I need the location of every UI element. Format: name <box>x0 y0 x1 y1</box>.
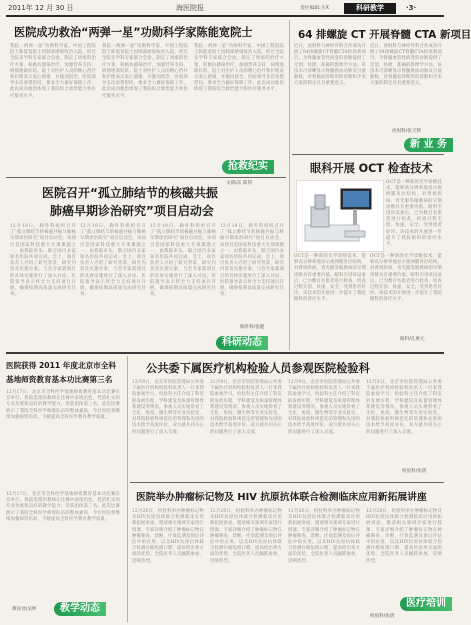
tag-research-news: 科研动态 <box>216 336 268 350</box>
separator-right-column-1 <box>292 154 444 155</box>
body-hiv-lecture-col4: 12月20日，检验科举办肿瘤标记物及HIV抗原抗体联合检测临床应用新拓展讲座，邀请相关领域专家进行授课。专家详细介绍了肿瘤标记物在肿瘤筛查、诊断、疗效监测及预后评估中的应用，以及HIV抗原抗体联合检测在缩短窗口期、提高检出率方面的优势。全院医务人员踊跃参加，反响热烈。 <box>366 509 442 564</box>
masthead-paper-name: 海医院报 <box>176 4 204 12</box>
body-academician-rescue-col3: 我院一两弹一星”功勋科学家、中国工程院院士陈能宽院士因肺部感染收治入院。经过全院多学科专家联合会诊，制定了周密的治疗方案，积极抗感染治疗，加强营养支持，病情逐渐好转。院士对医护人员的精心治疗和护理表示衷心感谢，并题词留念。医院领导多次看望慰问，要求全力做好保障工作。此次成功救治体现了我院综合救治能力和医疗服务水平。 <box>194 44 284 93</box>
body-ophthalmology-oct-col1: OCT是一种新的光学诊断技术，能够高分辨率地显示视网膜各层结构，对黄斑疾病、青光眼等眼底病的早期诊断具有重要价值。眼科引进该设备后，已为数百名患者进行检查，检查过程无创、快速、安全，受到患者好评。该技术的开展进一步提升了我院眼科的诊疗水平。 <box>386 180 442 248</box>
headline-award-line1: 医院获得 2011 年度北京市全科 <box>6 361 116 370</box>
headline-lung-nodule-line2: 肺癌早期诊治研究”项目启动会 <box>50 204 214 218</box>
body-lab-visit-col1: 12月9日，北京市医院管理局公共委下属医疗机构检验科负责人一行来我院参观学习。检验科主任介绍了科室的发展历程、学科建设及质量管理体系建设等情况。参观人员实地察看了生化、免疫、微生物等专业实验室，对我院检验科规范化的管理和先进的技术给予高度评价，双方就共同关心的问题进行了深入交流。 <box>132 380 204 435</box>
body-hiv-lecture-col1: 12月20日，检验科举办肿瘤标记物及HIV抗原抗体联合检测临床应用新拓展讲座，邀请相关领域专家进行授课。专家详细介绍了肿瘤标记物在肿瘤筛查、诊断、疗效监测及预后评估中的应用，以及HIV抗原抗体联合检测在缩短窗口期、提高检出率方面的优势。全院医务人员踊跃参加，反响热烈。 <box>132 509 204 564</box>
headline-ophthalmology-oct: 眼科开展 OCT 检查技术 <box>310 162 433 175</box>
credit-award: 教育处/吴婷 <box>12 607 37 612</box>
masthead-date: 2011年 12 月 30 日 <box>8 4 74 12</box>
article-spinal-cta <box>292 20 471 152</box>
article-ophthalmology-oct <box>292 158 444 350</box>
body-lab-visit-col2: 12月9日，北京市医院管理局公共委下属医疗机构检验科负责人一行来我院参观学习。检验科主任介绍了科室的发展历程、学科建设及质量管理体系建设等情况。参观人员实地察看了生化、免疫、微生物等专业实验室，对我院检验科规范化的管理和先进的技术给予高度评价，双方就共同关心的问题进行了深入交流。 <box>210 380 282 435</box>
article-lab-visit <box>130 356 444 482</box>
body-academician-rescue-col1: 我院一两弹一星”功勋科学家、中国工程院院士陈能宽院士因肺部感染收治入院。经过全院多学科专家联合会诊，制定了周密的治疗方案，积极抗感染治疗，加强营养支持，病情逐渐好转。院士对医护人员的精心治疗和护理表示衷心感谢，并题词留念。医院领导多次看望慰问，要求全力做好保障工作。此次成功救治体现了我院综合救治能力和医疗服务水平。 <box>10 44 96 99</box>
body-ophthalmology-oct-col2: OCT是一种新的光学诊断技术，能够高分辨率地显示视网膜各层结构，对黄斑疾病、青光眼等眼底病的早期诊断具有重要价值。眼科引进该设备后，已为数百名患者进行检查，检查过程无创、快速、安全，受到患者好评。该技术的开展进一步提升了我院眼科的诊疗水平。 <box>294 254 366 303</box>
body-hiv-lecture-col3: 12月20日，检验科举办肿瘤标记物及HIV抗原抗体联合检测临床应用新拓展讲座，邀请相关领域专家进行授课。专家详细介绍了肿瘤标记物在肿瘤筛查、诊断、疗效监测及预后评估中的应用，以及HIV抗原抗体联合检测在缩短窗口期、提高检出率方面的优势。全院医务人员踊跃参加，反响热烈。 <box>288 509 360 564</box>
body-spinal-cta-col1: 近日，放射科与神经外科合作成功开展了64排螺旋CT脊髓CTA检查新项目，为脊髓血管性病变的诊断提供了无创、快捷、准确的影像学方法。该技术可清晰显示脊髓供血动脉及引流静脉，对脊髓血管畸形的诊断和手术方案的制定具有重要意义。 <box>294 44 366 87</box>
credit-lab-visit: 检验科/张倩 <box>402 469 427 474</box>
credit-spinal-cta: 放射科/张天辉 <box>392 129 422 134</box>
separator-bottom-vertical <box>127 356 128 622</box>
tag-rescue-record: 抢救纪实 <box>222 160 274 174</box>
article-general-practice-award <box>6 356 124 620</box>
oct-device-icon <box>297 181 383 251</box>
headline-hiv-lecture: 医院举办肿瘤标记物及 HIV 抗原抗体联合检测临床应用新拓展讲座 <box>136 492 427 503</box>
separator-bottom-right <box>130 482 444 483</box>
body-lung-nodule-col3: 12月19日，胸外科组织召开了“孤立肺结节的核磁共振与肺癌早期诊治研究”项目启动会。该项目是国家科技重大专项课题之一，由我院牵头，联合国内多家知名医院共同完成。会上，项目负责人介绍了研究背景、研究内容及实施方案，与会专家就项目的具体实施进行了深入讨论。医院领导表示将全力支持项目开展，确保按期高质量完成研究任务。 <box>150 224 216 298</box>
separator-left-1 <box>6 177 286 178</box>
headline-award-line2: 基地师资教育基本功比赛第三名 <box>6 375 113 384</box>
separator-top-vertical <box>289 20 290 350</box>
credit-hiv-lecture: 检验科/张倩 <box>370 614 395 619</box>
masthead-editor: 责任编辑:王X <box>300 6 329 11</box>
body-lab-visit-col3: 12月9日，北京市医院管理局公共委下属医疗机构检验科负责人一行来我院参观学习。检验科主任介绍了科室的发展历程、学科建设及质量管理体系建设等情况。参观人员实地察看了生化、免疫、微生物等专业实验室，对我院检验科规范化的管理和先进的技术给予高度评价，双方就共同关心的问题进行了深入交流。 <box>288 380 360 435</box>
body-ophthalmology-oct-col3: OCT是一种新的光学诊断技术，能够高分辨率地显示视网膜各层结构，对黄斑疾病、青光眼等眼底病的早期诊断具有重要价值。眼科引进该设备后，已为数百名患者进行检查，检查过程无创、快速、安全，受到患者好评。该技术的开展进一步提升了我院眼科的诊疗水平。 <box>370 254 442 303</box>
credit-ophthalmology-oct: 眼科/孔惠元 <box>400 337 425 342</box>
headline-lung-nodule-line1: 医院召开“孤立肺结节的核磁共振 <box>42 186 218 200</box>
body-hiv-lecture-col2: 12月20日，检验科举办肿瘤标记物及HIV抗原抗体联合检测临床应用新拓展讲座，邀请相关领域专家进行授课。专家详细介绍了肿瘤标记物在肿瘤筛查、诊断、疗效监测及预后评估中的应用，以及HIV抗原抗体联合检测在缩短窗口期、提高检出率方面的优势。全院医务人员踊跃参加，反响热烈。 <box>210 509 282 564</box>
article-academician-rescue <box>6 20 286 186</box>
masthead-section: 科研教学 <box>344 3 396 14</box>
body-lab-visit-col4: 12月9日，北京市医院管理局公共委下属医疗机构检验科负责人一行来我院参观学习。检验科主任介绍了科室的发展历程、学科建设及质量管理体系建设等情况。参观人员实地察看了生化、免疫、微生物等专业实验室，对我院检验科规范化的管理和先进的技术给予高度评价，双方就共同关心的问题进行了深入交流。 <box>366 380 442 435</box>
article-hiv-lecture <box>130 485 444 622</box>
body-award-col2: 12月17日，北京市全科医学基地师资教育基本功比赛在京举行。我院选派的教师在比赛中表现出色，凭借扎实的专业功底和良好的教学能力，荣获团体第三名。此次比赛展示了我院全科医学师资队伍的整体素质，今后医院将继续加强师资培训，不断提高全科医学教育教学质量。 <box>6 492 120 522</box>
credit-academician-rescue: 文/陈东 郑剑 <box>226 181 252 186</box>
tag-teaching-news: 教学动态 <box>54 602 106 616</box>
body-lung-nodule-col1: 12月19日，胸外科组织召开了“孤立肺结节的核磁共振与肺癌早期诊治研究”项目启动会。该项目是国家科技重大专项课题之一，由我院牵头，联合国内多家知名医院共同完成。会上，项目负责人介绍了研究背景、研究内容及实施方案，与会专家就项目的具体实施进行了深入讨论。医院领导表示将全力支持项目开展，确保按期高质量完成研究任务。 <box>10 224 76 298</box>
body-lung-nodule-col2: 12月19日，胸外科组织召开了“孤立肺结节的核磁共振与肺癌早期诊治研究”项目启动会。该项目是国家科技重大专项课题之一，由我院牵头，联合国内多家知名医院共同完成。会上，项目负责人介绍了研究背景、研究内容及实施方案，与会专家就项目的具体实施进行了深入讨论。医院领导表示将全力支持项目开展，确保按期高质量完成研究任务。 <box>80 224 146 298</box>
oct-device-photo <box>296 180 384 252</box>
headline-academician-rescue: 医院成功救治“两弹一星”功勋科学家陈能宽院士 <box>14 26 253 39</box>
article-lung-nodule-project <box>6 180 286 350</box>
body-spinal-cta-col2: 近日，放射科与神经外科合作成功开展了64排螺旋CT脊髓CTA检查新项目，为脊髓血管性病变的诊断提供了无创、快捷、准确的影像学方法。该技术可清晰显示脊髓供血动脉及引流静脉，对脊髓血管畸形的诊断和手术方案的制定具有重要意义。 <box>370 44 442 87</box>
masthead-page-number: ·3· <box>406 4 417 12</box>
separator-middle <box>6 352 444 354</box>
masthead-rule <box>6 15 444 17</box>
body-award-col1: 12月17日，北京市全科医学基地师资教育基本功比赛在京举行。我院选派的教师在比赛中表现出色，凭借扎实的专业功底和良好的教学能力，荣获团体第三名。此次比赛展示了我院全科医学师资队伍的整体素质，今后医院将继续加强师资培训，不断提高全科医学教育教学质量。 <box>6 390 120 420</box>
body-lung-nodule-col4: 12月19日，胸外科组织召开了“孤立肺结节的核磁共振与肺癌早期诊治研究”项目启动会。该项目是国家科技重大专项课题之一，由我院牵头，联合国内多家知名医院共同完成。会上，项目负责人介绍了研究背景、研究内容及实施方案，与会专家就项目的具体实施进行了深入讨论。医院领导表示将全力支持项目开展，确保按期高质量完成研究任务。 <box>220 224 284 298</box>
headline-spinal-cta: 64 排螺旋 CT 开展脊髓 CTA 新项目 <box>298 29 471 41</box>
credit-lung-nodule: 胸外科/张健 <box>240 325 265 330</box>
tag-medical-training: 医疗培训 <box>400 597 452 611</box>
tag-new-business: 新 业 务 <box>404 138 453 152</box>
headline-lab-visit: 公共委下属医疗机构检验人员参观医院检验科 <box>146 362 370 375</box>
body-academician-rescue-col2: 我院一两弹一星”功勋科学家、中国工程院院士陈能宽院士因肺部感染收治入院。经过全院多学科专家联合会诊，制定了周密的治疗方案，积极抗感染治疗，加强营养支持，病情逐渐好转。院士对医护人员的精心治疗和护理表示衷心感谢，并题词留念。医院领导多次看望慰问，要求全力做好保障工作。此次成功救治体现了我院综合救治能力和医疗服务水平。 <box>102 44 188 99</box>
